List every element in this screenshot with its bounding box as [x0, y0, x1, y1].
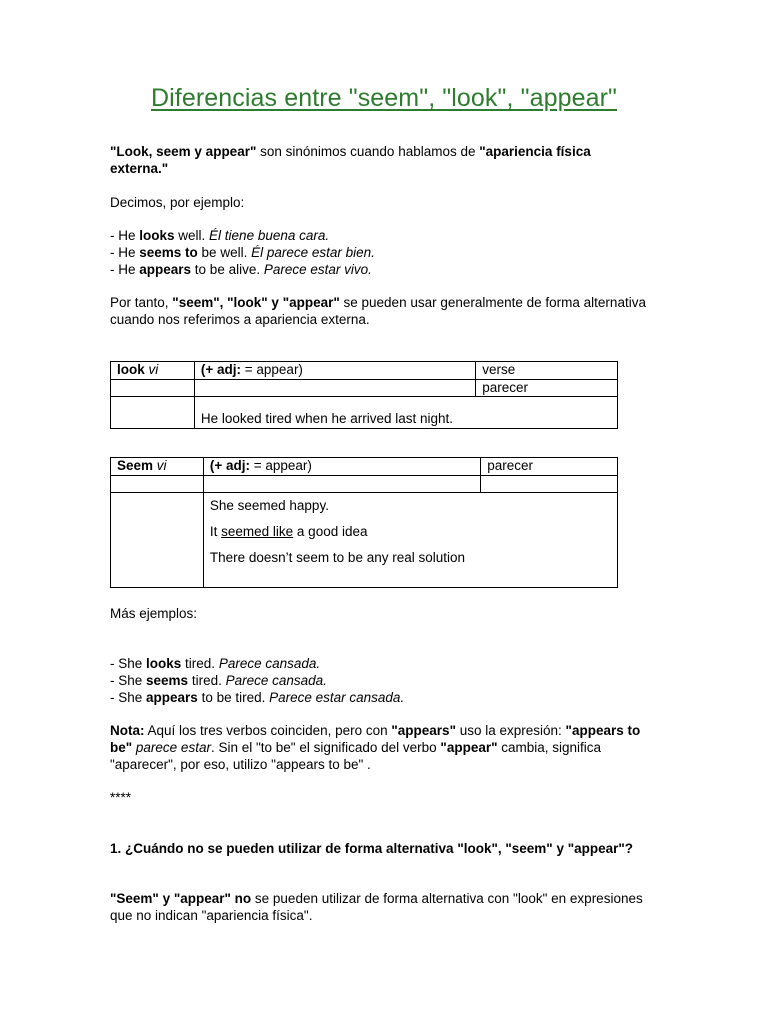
example-line: - He looks well. Él tiene buena cara. — [110, 228, 330, 243]
page-title: Diferencias entre "seem", "look", "appear" — [151, 84, 617, 112]
look-translation-1: verse — [476, 362, 618, 380]
examples-list-2 — [110, 655, 650, 706]
intro-paragraph — [110, 143, 650, 177]
portanto-paragraph: Por tanto, "seem", "look" y "appear" se pueden usar generalmente de forma alternativa cuando nos referimos a apariencia externa. — [110, 295, 646, 327]
seem-example-1: She seemed happy. — [209, 498, 329, 513]
examples-list-1 — [110, 227, 650, 278]
look-adj-cell: (+ adj: = appear) — [194, 362, 475, 380]
look-translation-2: parecer — [476, 380, 618, 397]
intro-bold-verbs: "Look, seem y appear" — [110, 144, 257, 159]
example-line: - She appears to be tired. Parece estar cansada. — [110, 690, 405, 705]
seem-definition-table — [110, 457, 618, 588]
seem-examples-cell — [203, 493, 617, 588]
look-definition-table — [110, 361, 618, 429]
separator: **** — [110, 790, 132, 805]
nota-paragraph: Nota: Aquí los tres verbos coinciden, pero con "appears" uso la expresión: "appears to be" parece estar. Sin el "to be" el significado del verbo "appear" cambia, significa "aparecer", por eso, utilizo "appears to be" . — [110, 723, 641, 772]
seem-headword-cell: Seem vi — [111, 458, 204, 476]
example-line: - He seems to be well. Él parece estar bien. — [110, 245, 375, 260]
seem-example-2: It seemed like a good idea — [209, 524, 368, 539]
seem-adj-cell: (+ adj: = appear) — [203, 458, 480, 476]
look-headword-cell: look vi — [111, 362, 195, 380]
intro-text: son sinónimos cuando hablamos de — [256, 144, 480, 159]
example-line: - She looks tired. Parece cansada. — [110, 656, 321, 671]
seem-translation-1: parecer — [481, 458, 618, 476]
decimos-line: Decimos, por ejemplo: — [110, 195, 245, 210]
example-line: - He appears to be alive. Parece estar vivo. — [110, 262, 372, 277]
answer-paragraph: "Seem" y "appear" no se pueden utilizar de forma alternativa con "look" en expresiones que no indican "apariencia física". — [110, 891, 643, 923]
mas-ejemplos-heading: Más ejemplos: — [110, 606, 198, 621]
question-heading: 1. ¿Cuándo no se pueden utilizar de forma alternativa "look", "seem" y "appear"? — [110, 841, 634, 856]
example-line: - She seems tired. Parece cansada. — [110, 673, 327, 688]
look-example: He looked tired when he arrived last night. — [194, 397, 617, 429]
intro-bold-concept: "apariencia física externa." — [110, 144, 591, 176]
seem-example-3: There doesn’t seem to be any real solution — [209, 550, 466, 565]
